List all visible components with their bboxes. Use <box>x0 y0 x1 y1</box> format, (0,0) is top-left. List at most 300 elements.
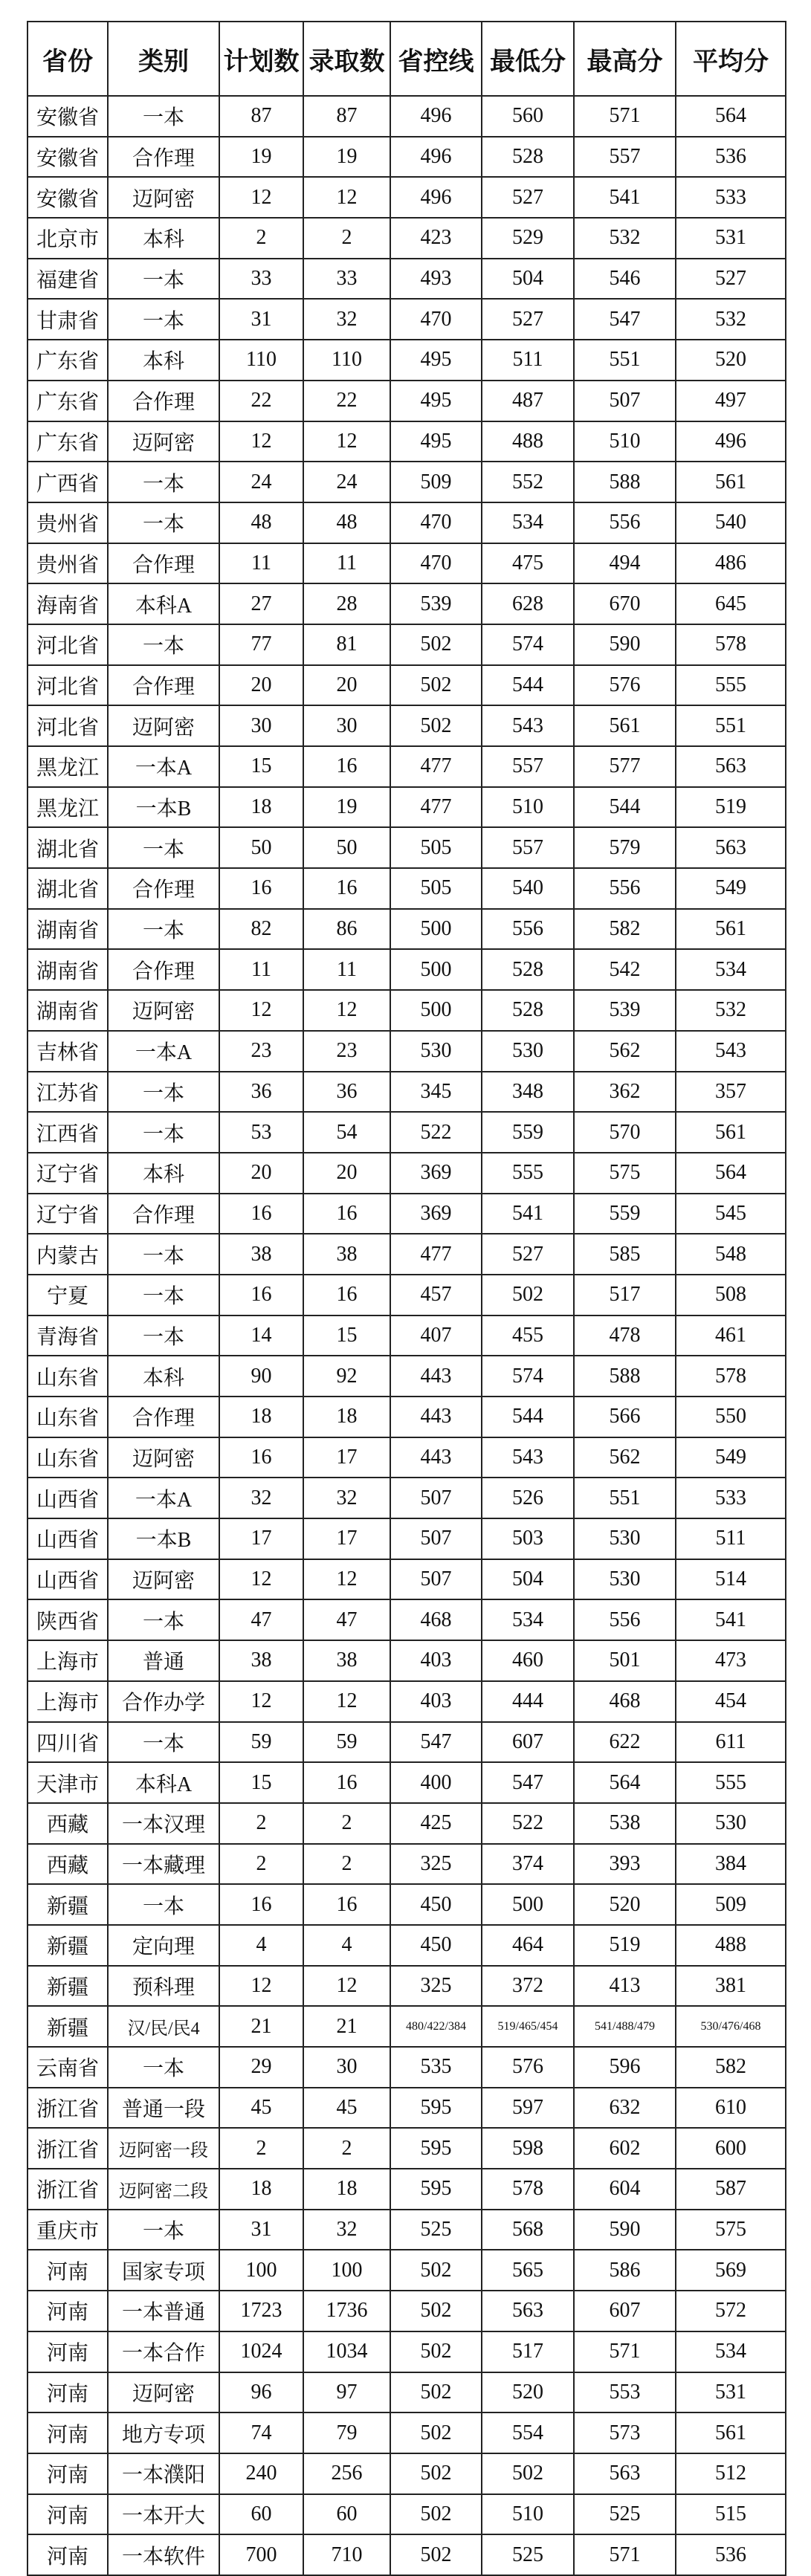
cell-min-score: 503 <box>482 1518 574 1559</box>
cell-admitted-count: 2 <box>303 2128 390 2169</box>
cell-category: 合作理 <box>108 137 219 178</box>
cell-province: 河南 <box>28 2372 108 2413</box>
cell-province: 河南 <box>28 2331 108 2372</box>
cell-province: 河北省 <box>28 665 108 706</box>
cell-category: 一本 <box>108 827 219 868</box>
cell-province: 河南 <box>28 2250 108 2291</box>
cell-min-score: 504 <box>482 259 574 300</box>
cell-max-score: 556 <box>574 1599 676 1640</box>
cell-max-score: 507 <box>574 381 676 421</box>
cell-min-score: 528 <box>482 949 574 990</box>
cell-control-line: 450 <box>390 1925 482 1966</box>
cell-province: 山西省 <box>28 1518 108 1559</box>
cell-max-score: 556 <box>574 502 676 543</box>
cell-max-score: 564 <box>574 1762 676 1803</box>
cell-province: 河南 <box>28 2534 108 2575</box>
cell-province: 广东省 <box>28 421 108 462</box>
cell-admitted-count: 92 <box>303 1356 390 1397</box>
cell-admitted-count: 19 <box>303 787 390 828</box>
cell-control-line: 496 <box>390 96 482 137</box>
cell-province: 浙江省 <box>28 2128 108 2169</box>
cell-category: 一本 <box>108 1112 219 1153</box>
table-row <box>28 1437 786 1478</box>
cell-min-score: 504 <box>482 1559 574 1600</box>
cell-max-score: 590 <box>574 2210 676 2250</box>
cell-admitted-count: 256 <box>303 2453 390 2494</box>
cell-min-score: 487 <box>482 381 574 421</box>
cell-min-score: 500 <box>482 1884 574 1925</box>
cell-admitted-count: 17 <box>303 1437 390 1478</box>
cell-max-score: 520 <box>574 1884 676 1925</box>
cell-avg-score: 563 <box>676 827 786 868</box>
cell-control-line: 470 <box>390 502 482 543</box>
cell-planned-count: 96 <box>219 2372 303 2413</box>
cell-max-score: 546 <box>574 259 676 300</box>
cell-planned-count: 53 <box>219 1112 303 1153</box>
cell-avg-score: 497 <box>676 381 786 421</box>
cell-admitted-count: 45 <box>303 2088 390 2129</box>
cell-category: 一本藏理 <box>108 1844 219 1885</box>
cell-control-line: 535 <box>390 2047 482 2088</box>
cell-control-line: 477 <box>390 787 482 828</box>
cell-province: 山西省 <box>28 1478 108 1518</box>
cell-min-score: 607 <box>482 1722 574 1763</box>
cell-province: 江苏省 <box>28 1072 108 1113</box>
cell-control-line: 477 <box>390 1234 482 1275</box>
cell-category: 预科理 <box>108 1966 219 2007</box>
cell-control-line: 502 <box>390 705 482 746</box>
cell-max-score: 530 <box>574 1518 676 1559</box>
cell-control-line: 443 <box>390 1437 482 1478</box>
table-row <box>28 381 786 421</box>
cell-min-score: 530 <box>482 1031 574 1072</box>
table-row <box>28 1559 786 1600</box>
cell-control-line: 425 <box>390 1803 482 1844</box>
cell-control-line: 468 <box>390 1599 482 1640</box>
cell-province: 安徽省 <box>28 96 108 137</box>
admission-score-table-container <box>27 21 785 2576</box>
cell-category: 一本A <box>108 746 219 787</box>
header-min-score: 最低分 <box>482 22 574 96</box>
cell-category: 普通 <box>108 1640 219 1681</box>
table-row <box>28 2494 786 2535</box>
cell-province: 贵州省 <box>28 543 108 584</box>
cell-province: 四川省 <box>28 1722 108 1763</box>
cell-control-line: 505 <box>390 868 482 909</box>
cell-category: 一本合作 <box>108 2331 219 2372</box>
cell-max-score: 576 <box>574 665 676 706</box>
cell-avg-score: 545 <box>676 1194 786 1234</box>
cell-min-score: 528 <box>482 990 574 1031</box>
cell-control-line: 502 <box>390 2412 482 2453</box>
cell-avg-score: 496 <box>676 421 786 462</box>
header-admitted-count: 录取数 <box>303 22 390 96</box>
table-row <box>28 2534 786 2575</box>
table-row <box>28 827 786 868</box>
cell-category: 定向理 <box>108 1925 219 1966</box>
cell-category: 合作办学 <box>108 1681 219 1722</box>
cell-avg-score: 611 <box>676 1722 786 1763</box>
cell-max-score: 586 <box>574 2250 676 2291</box>
cell-max-score: 575 <box>574 1153 676 1194</box>
cell-admitted-count: 32 <box>303 2210 390 2250</box>
table-row <box>28 949 786 990</box>
table-row <box>28 421 786 462</box>
cell-max-score: 510 <box>574 421 676 462</box>
cell-control-line: 502 <box>390 2494 482 2535</box>
cell-planned-count: 59 <box>219 1722 303 1763</box>
cell-control-line: 505 <box>390 827 482 868</box>
cell-control-line: 443 <box>390 1397 482 1437</box>
cell-max-score: 573 <box>574 2412 676 2453</box>
cell-planned-count: 31 <box>219 299 303 340</box>
cell-avg-score: 534 <box>676 2331 786 2372</box>
cell-admitted-count: 59 <box>303 1722 390 1763</box>
table-row <box>28 1925 786 1966</box>
cell-max-score: 501 <box>574 1640 676 1681</box>
cell-category: 一本A <box>108 1031 219 1072</box>
cell-planned-count: 32 <box>219 1478 303 1518</box>
cell-admitted-count: 50 <box>303 827 390 868</box>
table-row <box>28 259 786 300</box>
cell-avg-score: 532 <box>676 990 786 1031</box>
cell-max-score: 566 <box>574 1397 676 1437</box>
cell-category: 一本 <box>108 909 219 950</box>
cell-admitted-count: 38 <box>303 1234 390 1275</box>
cell-admitted-count: 18 <box>303 1397 390 1437</box>
cell-planned-count: 240 <box>219 2453 303 2494</box>
cell-max-score: 571 <box>574 2331 676 2372</box>
cell-province: 河南 <box>28 2453 108 2494</box>
header-province: 省份 <box>28 22 108 96</box>
cell-admitted-count: 20 <box>303 665 390 706</box>
cell-min-score: 372 <box>482 1966 574 2007</box>
cell-province: 辽宁省 <box>28 1153 108 1194</box>
cell-control-line: 539 <box>390 583 482 624</box>
cell-admitted-count: 20 <box>303 1153 390 1194</box>
cell-province: 西藏 <box>28 1803 108 1844</box>
table-row <box>28 137 786 178</box>
cell-min-score: 541 <box>482 1194 574 1234</box>
cell-max-score: 413 <box>574 1966 676 2007</box>
cell-category: 迈阿密二段 <box>108 2169 219 2210</box>
cell-planned-count: 82 <box>219 909 303 950</box>
cell-avg-score: 514 <box>676 1559 786 1600</box>
cell-planned-count: 17 <box>219 1518 303 1559</box>
cell-min-score: 565 <box>482 2250 574 2291</box>
header-control-line: 省控线 <box>390 22 482 96</box>
cell-admitted-count: 17 <box>303 1518 390 1559</box>
cell-planned-count: 16 <box>219 1275 303 1315</box>
table-row <box>28 2006 786 2047</box>
cell-admitted-count: 15 <box>303 1315 390 1356</box>
cell-avg-score: 569 <box>676 2250 786 2291</box>
cell-province: 天津市 <box>28 1762 108 1803</box>
cell-control-line: 507 <box>390 1518 482 1559</box>
cell-planned-count: 87 <box>219 96 303 137</box>
cell-category: 一本 <box>108 462 219 502</box>
cell-control-line: 509 <box>390 462 482 502</box>
cell-avg-score: 555 <box>676 665 786 706</box>
table-row <box>28 96 786 137</box>
cell-planned-count: 12 <box>219 177 303 218</box>
cell-control-line: 502 <box>390 2372 482 2413</box>
cell-planned-count: 16 <box>219 868 303 909</box>
cell-min-score: 554 <box>482 2412 574 2453</box>
table-row <box>28 1518 786 1559</box>
cell-category: 一本 <box>108 299 219 340</box>
cell-province: 云南省 <box>28 2047 108 2088</box>
cell-category: 迈阿密 <box>108 1559 219 1600</box>
table-row <box>28 665 786 706</box>
cell-avg-score: 509 <box>676 1884 786 1925</box>
cell-avg-score: 550 <box>676 1397 786 1437</box>
cell-min-score: 526 <box>482 1478 574 1518</box>
cell-avg-score: 548 <box>676 1234 786 1275</box>
cell-planned-count: 100 <box>219 2250 303 2291</box>
cell-province: 河北省 <box>28 624 108 665</box>
cell-max-score: 582 <box>574 909 676 950</box>
cell-max-score: 551 <box>574 1478 676 1518</box>
cell-admitted-count: 30 <box>303 2047 390 2088</box>
cell-max-score: 562 <box>574 1031 676 1072</box>
table-row <box>28 2412 786 2453</box>
cell-control-line: 525 <box>390 2210 482 2250</box>
cell-max-score: 362 <box>574 1072 676 1113</box>
table-row <box>28 1722 786 1763</box>
table-row <box>28 1966 786 2007</box>
cell-max-score: 478 <box>574 1315 676 1356</box>
cell-avg-score: 473 <box>676 1640 786 1681</box>
cell-min-score: 510 <box>482 2494 574 2535</box>
cell-planned-count: 16 <box>219 1437 303 1478</box>
table-row <box>28 2250 786 2291</box>
cell-province: 福建省 <box>28 259 108 300</box>
table-row <box>28 1844 786 1885</box>
table-row <box>28 2169 786 2210</box>
cell-planned-count: 110 <box>219 340 303 381</box>
cell-avg-score: 531 <box>676 2372 786 2413</box>
cell-avg-score: 564 <box>676 1153 786 1194</box>
table-row <box>28 2372 786 2413</box>
cell-control-line: 507 <box>390 1478 482 1518</box>
cell-avg-score: 454 <box>676 1681 786 1722</box>
cell-max-score: 538 <box>574 1803 676 1844</box>
cell-min-score: 556 <box>482 909 574 950</box>
cell-category: 合作理 <box>108 868 219 909</box>
cell-category: 一本 <box>108 1234 219 1275</box>
cell-max-score: 393 <box>574 1844 676 1885</box>
cell-planned-count: 90 <box>219 1356 303 1397</box>
cell-avg-score: 561 <box>676 2412 786 2453</box>
cell-avg-score: 564 <box>676 96 786 137</box>
table-row <box>28 1762 786 1803</box>
table-row <box>28 787 786 828</box>
table-row <box>28 1681 786 1722</box>
cell-admitted-count: 2 <box>303 1803 390 1844</box>
cell-category: 一本 <box>108 502 219 543</box>
table-row <box>28 2331 786 2372</box>
cell-planned-count: 19 <box>219 137 303 178</box>
cell-category: 迈阿密 <box>108 177 219 218</box>
cell-planned-count: 1723 <box>219 2291 303 2331</box>
cell-admitted-count: 1034 <box>303 2331 390 2372</box>
cell-control-line: 496 <box>390 137 482 178</box>
cell-control-line: 502 <box>390 2291 482 2331</box>
cell-min-score: 540 <box>482 868 574 909</box>
cell-category: 一本 <box>108 259 219 300</box>
header-category: 类别 <box>108 22 219 96</box>
cell-max-score: 541/488/479 <box>574 2006 676 2047</box>
cell-min-score: 528 <box>482 137 574 178</box>
cell-province: 山东省 <box>28 1437 108 1478</box>
cell-admitted-count: 47 <box>303 1599 390 1640</box>
table-row <box>28 340 786 381</box>
cell-min-score: 574 <box>482 1356 574 1397</box>
cell-min-score: 568 <box>482 2210 574 2250</box>
cell-min-score: 525 <box>482 2534 574 2575</box>
cell-category: 合作理 <box>108 381 219 421</box>
cell-avg-score: 508 <box>676 1275 786 1315</box>
cell-planned-count: 38 <box>219 1640 303 1681</box>
cell-control-line: 423 <box>390 218 482 259</box>
cell-category: 迈阿密 <box>108 1437 219 1478</box>
cell-min-score: 460 <box>482 1640 574 1681</box>
cell-category: 迈阿密 <box>108 990 219 1031</box>
cell-category: 本科 <box>108 340 219 381</box>
cell-control-line: 502 <box>390 624 482 665</box>
cell-category: 一本B <box>108 1518 219 1559</box>
table-row <box>28 299 786 340</box>
cell-province: 山东省 <box>28 1356 108 1397</box>
cell-province: 青海省 <box>28 1315 108 1356</box>
cell-category: 一本 <box>108 1315 219 1356</box>
cell-max-score: 530 <box>574 1559 676 1600</box>
cell-category: 本科 <box>108 1356 219 1397</box>
cell-max-score: 532 <box>574 218 676 259</box>
cell-avg-score: 578 <box>676 1356 786 1397</box>
cell-min-score: 543 <box>482 1437 574 1478</box>
cell-min-score: 534 <box>482 1599 574 1640</box>
table-row <box>28 868 786 909</box>
cell-min-score: 502 <box>482 2453 574 2494</box>
cell-planned-count: 36 <box>219 1072 303 1113</box>
cell-max-score: 561 <box>574 705 676 746</box>
cell-admitted-count: 32 <box>303 299 390 340</box>
cell-max-score: 547 <box>574 299 676 340</box>
cell-category: 一本 <box>108 2210 219 2250</box>
cell-control-line: 403 <box>390 1640 482 1681</box>
cell-planned-count: 20 <box>219 1153 303 1194</box>
cell-planned-count: 18 <box>219 1397 303 1437</box>
cell-max-score: 588 <box>574 1356 676 1397</box>
cell-min-score: 527 <box>482 299 574 340</box>
cell-planned-count: 1024 <box>219 2331 303 2372</box>
cell-max-score: 553 <box>574 2372 676 2413</box>
cell-avg-score: 488 <box>676 1925 786 1966</box>
cell-avg-score: 572 <box>676 2291 786 2331</box>
cell-planned-count: 45 <box>219 2088 303 2129</box>
cell-admitted-count: 33 <box>303 259 390 300</box>
cell-avg-score: 540 <box>676 502 786 543</box>
cell-control-line: 400 <box>390 1762 482 1803</box>
cell-province: 新疆 <box>28 2006 108 2047</box>
cell-category: 本科A <box>108 583 219 624</box>
cell-avg-score: 532 <box>676 299 786 340</box>
cell-category: 本科 <box>108 218 219 259</box>
cell-province: 西藏 <box>28 1844 108 1885</box>
cell-admitted-count: 12 <box>303 177 390 218</box>
table-body <box>28 96 786 2575</box>
cell-min-score: 557 <box>482 746 574 787</box>
cell-province: 陕西省 <box>28 1599 108 1640</box>
cell-avg-score: 533 <box>676 1478 786 1518</box>
cell-category: 一本B <box>108 787 219 828</box>
cell-province: 广东省 <box>28 381 108 421</box>
cell-admitted-count: 12 <box>303 990 390 1031</box>
cell-control-line: 470 <box>390 543 482 584</box>
cell-min-score: 455 <box>482 1315 574 1356</box>
table-row <box>28 1356 786 1397</box>
cell-control-line: 345 <box>390 1072 482 1113</box>
cell-admitted-count: 28 <box>303 583 390 624</box>
cell-max-score: 559 <box>574 1194 676 1234</box>
cell-province: 上海市 <box>28 1640 108 1681</box>
cell-category: 一本开大 <box>108 2494 219 2535</box>
cell-province: 上海市 <box>28 1681 108 1722</box>
cell-avg-score: 578 <box>676 624 786 665</box>
cell-control-line: 500 <box>390 909 482 950</box>
cell-control-line: 369 <box>390 1194 482 1234</box>
cell-max-score: 607 <box>574 2291 676 2331</box>
cell-category: 一本汉理 <box>108 1803 219 1844</box>
cell-category: 国家专项 <box>108 2250 219 2291</box>
cell-control-line: 502 <box>390 2534 482 2575</box>
cell-province: 浙江省 <box>28 2169 108 2210</box>
cell-planned-count: 12 <box>219 990 303 1031</box>
table-row <box>28 746 786 787</box>
cell-planned-count: 2 <box>219 218 303 259</box>
cell-max-score: 604 <box>574 2169 676 2210</box>
cell-max-score: 588 <box>574 462 676 502</box>
cell-control-line: 507 <box>390 1559 482 1600</box>
cell-control-line: 502 <box>390 665 482 706</box>
cell-category: 一本濮阳 <box>108 2453 219 2494</box>
cell-min-score: 519/465/454 <box>482 2006 574 2047</box>
cell-admitted-count: 2 <box>303 218 390 259</box>
table-row <box>28 2047 786 2088</box>
cell-planned-count: 23 <box>219 1031 303 1072</box>
cell-max-score: 602 <box>574 2128 676 2169</box>
cell-province: 辽宁省 <box>28 1194 108 1234</box>
cell-category: 一本软件 <box>108 2534 219 2575</box>
cell-avg-score: 561 <box>676 462 786 502</box>
cell-control-line: 522 <box>390 1112 482 1153</box>
cell-province: 北京市 <box>28 218 108 259</box>
cell-category: 迈阿密 <box>108 705 219 746</box>
cell-admitted-count: 16 <box>303 1884 390 1925</box>
table-row <box>28 1072 786 1113</box>
cell-planned-count: 24 <box>219 462 303 502</box>
table-row <box>28 2128 786 2169</box>
cell-province: 吉林省 <box>28 1031 108 1072</box>
cell-avg-score: 536 <box>676 2534 786 2575</box>
cell-province: 黑龙江 <box>28 746 108 787</box>
cell-max-score: 579 <box>574 827 676 868</box>
cell-category: 迈阿密 <box>108 421 219 462</box>
cell-control-line: 480/422/384 <box>390 2006 482 2047</box>
table-row <box>28 909 786 950</box>
